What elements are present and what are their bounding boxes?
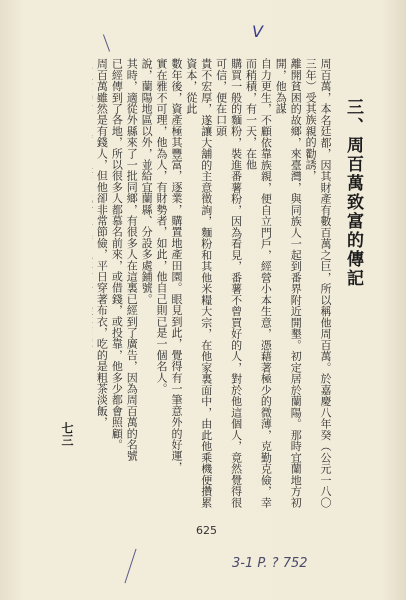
text-column: 周百萬，本名廷都，因其財產有數百萬之巨，所以稱他周百萬。於嘉慶八年癸（公元一八〇三年）受其族親的勸誘，	[304, 58, 332, 508]
text-column: 數年後，資產極其豐富，逐業，購置地產田園。眼見到此，覺得有一筆意外的好運，	[169, 58, 183, 473]
side-page-number: 七三	[60, 422, 74, 446]
text-column: 自力更生，不顧依靠族親，便自立門戶，經營小本生意，憑藉著極少的微薄，克勤克儉，幸而稍積，有一天，在他	[244, 58, 273, 508]
handwritten-note: 3-1 P. ? 752	[232, 556, 308, 571]
bottom-page-number: 625	[196, 524, 217, 537]
handwritten-slash	[124, 549, 136, 584]
text-column: 貴不宏厚，遂讓大舖的主意徵詢，麵粉和其他米糧大宗，在他家裏面中，由此他乘機便攢累資本，從此	[184, 58, 213, 508]
chapter-title: 三、周百萬致富的傳記	[343, 98, 363, 288]
text-column: 周百萬雖然是有錢人，但他卻非常節儉，平日穿著布衣，吃的是粗茶淡飯，	[95, 58, 109, 428]
text-column: 離開貧困的故鄉，來臺灣，與同族人一起到番界附近開墾。初定居於蘭陽。那時宜蘭地方初開，他為謀	[274, 58, 303, 508]
body-text	[92, 58, 332, 508]
text-column: 已經傳到了各地，所以很多人都慕名前來，或借錢，或投靠，他多少都會照顧。	[110, 58, 124, 450]
text-column	[92, 58, 94, 508]
text-column: 其時，適從外縣來了一批同鄉，有很多人在這裏已經到了廣告，因為周百萬的名號	[125, 58, 139, 462]
handwritten-tick	[103, 34, 110, 51]
text-column: 實在雅不可理，他為人，有財勢者，如此，他自己則已是一個名人。	[155, 58, 169, 394]
handwritten-check-mark: V	[252, 22, 263, 41]
text-column: 說，蘭陽地區以外，並給宜蘭縣、分設多處鋪號。	[140, 58, 154, 305]
text-column: 購買一般的麵粉，裝進番薯粉，因為看見，番薯不曾買好的人，對於他這個人，竟然覺得很可信，便在口頭	[214, 58, 243, 508]
